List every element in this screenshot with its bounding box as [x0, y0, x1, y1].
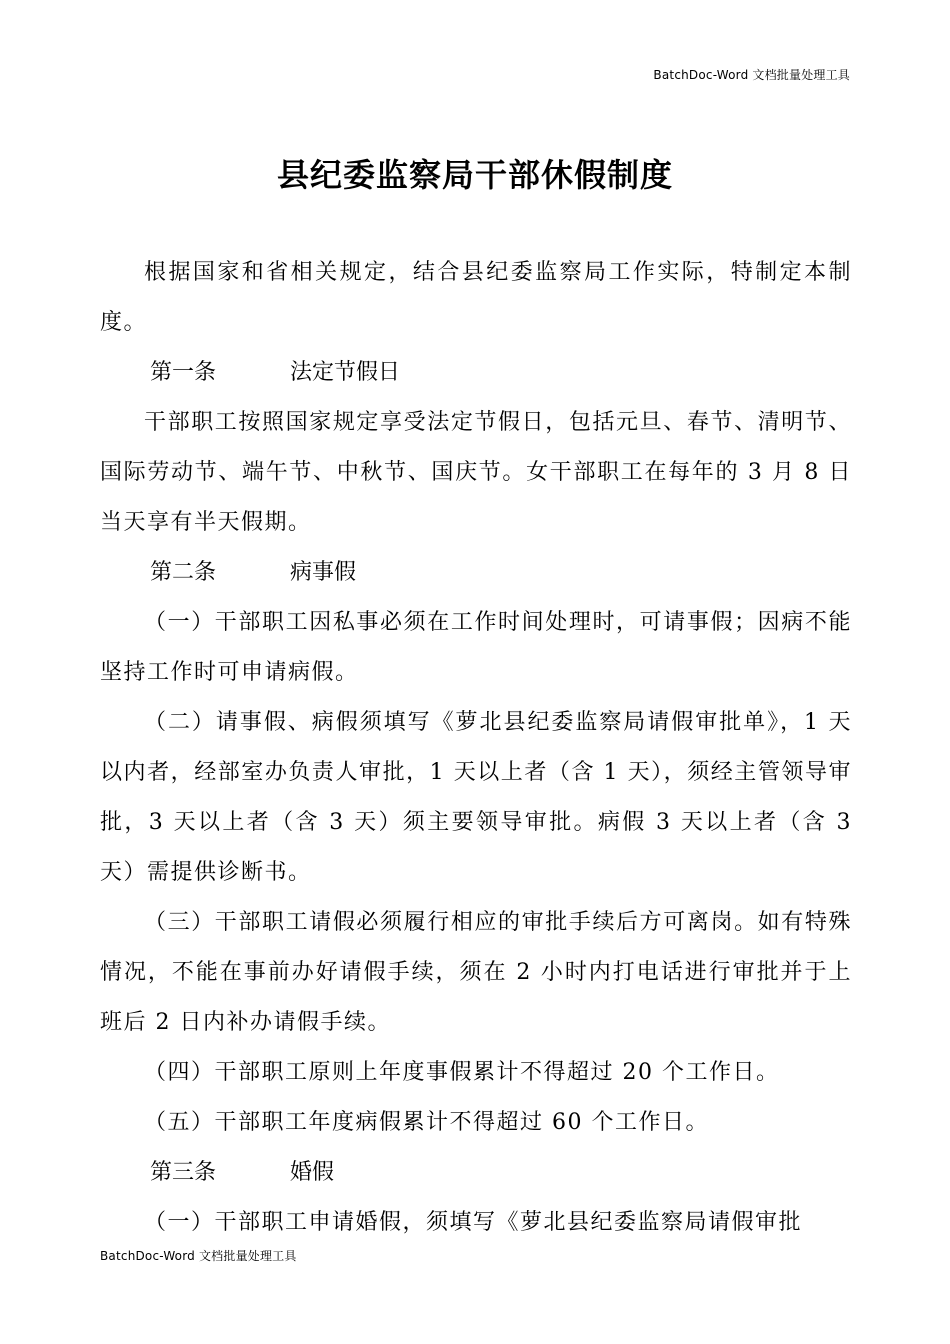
article-3-heading	[100, 1148, 852, 1198]
document-title: 县纪委监察局干部休假制度	[276, 156, 673, 194]
intro-paragraph: 根据国家和省相关规定，结合县纪委监察局工作实际，特制定本制度。	[100, 260, 852, 335]
article-2-number: 第二条	[150, 560, 217, 585]
article-2-title: 病事假	[290, 560, 357, 585]
article-2-paragraph-5: （五）干部职工年度病假累计不得超过 60 个工作日。	[144, 1110, 709, 1135]
article-2-paragraph-3: （三）干部职工请假必须履行相应的审批手续后方可离岗。如有特殊情况，不能在事前办好请假手续，须在 2 小时内打电话进行审批并于上班后 2 日内补办请假手续。	[100, 910, 852, 1035]
article-3-title: 婚假	[290, 1160, 335, 1185]
article-3-number: 第三条	[150, 1160, 217, 1185]
article-2-heading	[100, 548, 852, 598]
article-2-paragraph-4: （四）干部职工原则上年度事假累计不得超过 20 个工作日。	[144, 1060, 780, 1085]
article-1-paragraph: 干部职工按照国家规定享受法定节假日，包括元旦、春节、清明节、国际劳动节、端午节、中秋节、国庆节。女干部职工在每年的 3 月 8 日当天享有半天假期。	[100, 410, 852, 535]
article-1-title: 法定节假日	[290, 360, 401, 385]
document-body	[100, 248, 852, 1248]
article-1-number: 第一条	[150, 360, 217, 385]
article-2-paragraph-2: （二）请事假、病假须填写《萝北县纪委监察局请假审批单》，1 天以内者，经部室办负责人审批，1 天以上者（含 1 天），须经主管领导审批，3 天以上者（含 3 天）须主要领导审批。病假 3 天以上者（含 3 天）需提供诊断书。	[100, 710, 852, 885]
article-2-paragraph-1: （一）干部职工因私事必须在工作时间处理时，可请事假；因病不能坚持工作时可申请病假。	[100, 610, 852, 685]
header-watermark: BatchDoc-Word 文档批量处理工具	[653, 68, 850, 82]
footer-watermark: BatchDoc-Word 文档批量处理工具	[100, 1249, 297, 1263]
article-1-heading	[100, 348, 852, 398]
article-3-paragraph-1: （一）干部职工申请婚假，须填写《萝北县纪委监察局请假审批	[144, 1210, 803, 1235]
